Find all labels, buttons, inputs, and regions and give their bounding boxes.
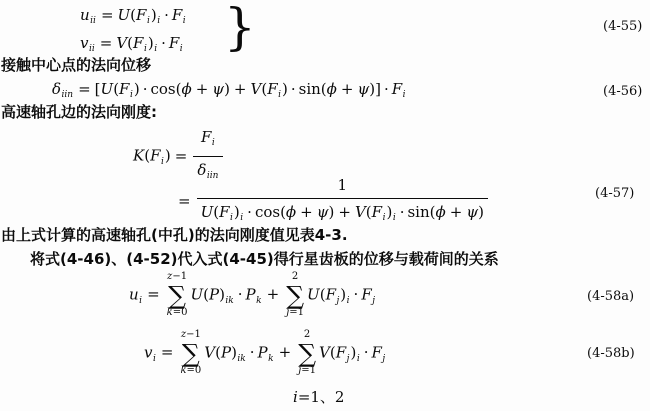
- equation-4-57-line2: = $\frac{1}{U(F_i)_i \cdot \cos(\phi + \psi) + V(F_i)_i \cdot \sin(\phi + \psi)}$: [174, 173, 490, 230]
- equation-number-4-55: (4-55): [603, 19, 643, 34]
- paragraph-table-4-3-reference: 由上式计算的高速轴孔(中孔)的法向刚度值见表4-3.: [1, 226, 348, 244]
- equation-4-57-line1: $K(F_i)$ = $\frac{F_i}{\delta_{iin}}$: [133, 125, 225, 188]
- equation-number-4-56: (4-56): [603, 84, 643, 99]
- equation-4-56: $\delta_{iin} = [U(F_i) \cdot \cos(\phi + \psi) + V(F_i) \cdot \sin(\phi + \psi)] \cdot F_i$: [52, 80, 406, 101]
- equation-4-58a: $u_i$ = z−1 ∑ k=0 $U(P)_{ik} \cdot P_k$ + 2 ∑ j=1 $U(F_j)_i \cdot F_j$: [129, 271, 376, 319]
- equation-number-4-57: (4-57): [595, 186, 635, 201]
- equation-number-4-58b: (4-58b): [587, 346, 635, 361]
- equation-4-55-line2: $v_{ii} = V(F_i)_i \cdot F_i$: [80, 34, 183, 55]
- right-brace: }: [224, 0, 256, 56]
- paragraph-contact-center-normal-displacement: 接触中心点的法向位移: [1, 56, 152, 74]
- equation-4-55-line1: $u_{ii} = U(F_i)_i \cdot F_i$: [80, 6, 186, 27]
- paragraph-high-speed-shaft-hole-stiffness: 高速轴孔边的法向刚度:: [1, 103, 157, 121]
- equation-number-4-58a: (4-58a): [587, 289, 635, 304]
- paragraph-substitution-note: 将式(4-46)、(4-52)代入式(4-45)得行星齿板的位移与载荷间的关系: [30, 250, 499, 268]
- index-range-note: i=1、2: [293, 388, 345, 406]
- equation-4-58b: $v_i$ = z−1 ∑ k=0 $V(P)_{ik} \cdot P_k$ + 2 ∑ j=1 $V(F_j)_i \cdot F_j$: [144, 329, 386, 377]
